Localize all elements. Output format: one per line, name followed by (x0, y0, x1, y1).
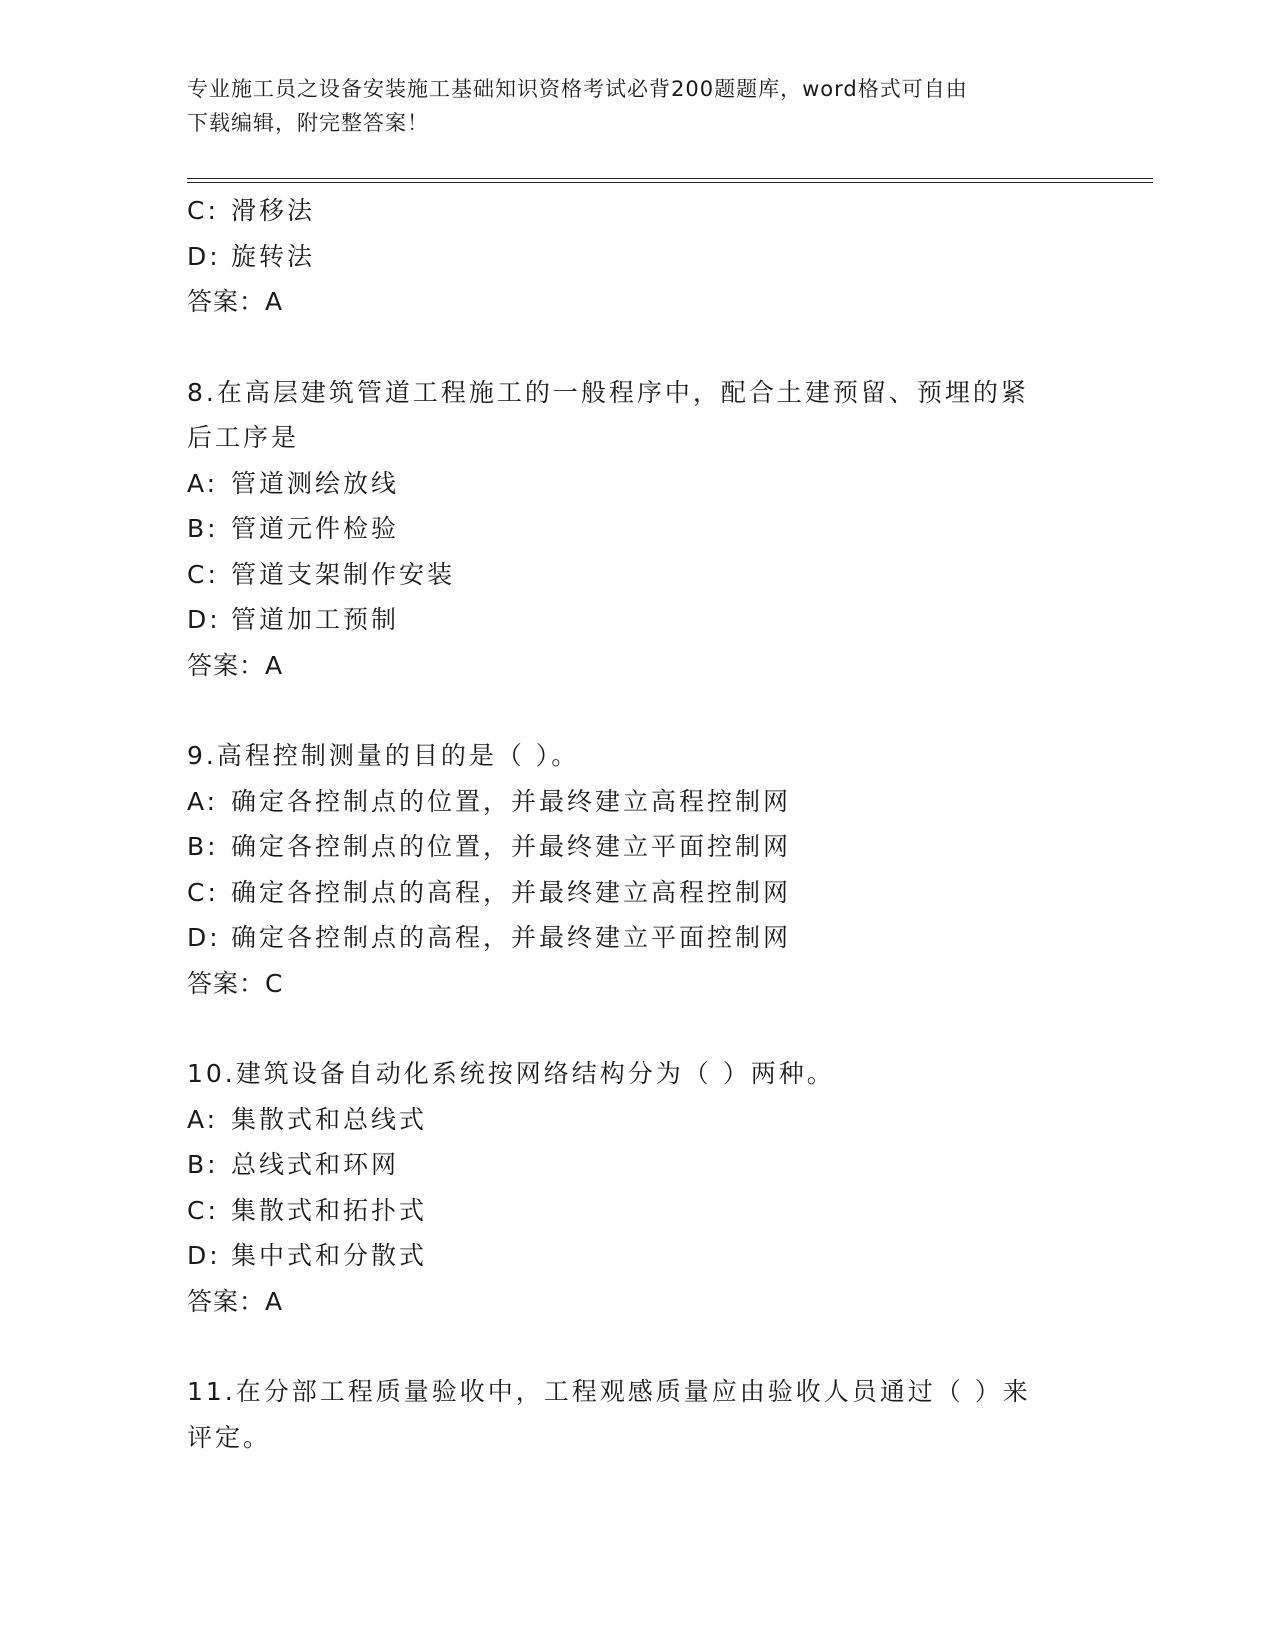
option-b: B: 确定各控制点的位置，并最终建立平面控制网 (187, 832, 792, 861)
question-list (187, 188, 1087, 1460)
answer-line: 答案：A (187, 650, 284, 680)
header-divider-top (187, 178, 1153, 179)
question-7-continuation (187, 188, 1087, 325)
option-c: C: 滑移法 (187, 196, 316, 225)
option-a: A: 确定各控制点的位置，并最终建立高程控制网 (187, 786, 792, 816)
option-c: C: 集散式和拓扑式 (187, 1195, 428, 1225)
option-d: D: 集中式和分散式 (187, 1241, 428, 1270)
header-divider-bottom (187, 182, 1153, 183)
question-stem-line-2: 后工序是 (187, 423, 300, 452)
document-header (187, 72, 1067, 140)
option-d: D: 管道加工预制 (187, 605, 400, 634)
option-d: D: 旋转法 (187, 241, 316, 271)
question-11 (187, 1369, 1087, 1460)
option-b: B: 管道元件检验 (187, 514, 400, 543)
answer-line: 答案：C (187, 968, 284, 998)
option-a: A: 集散式和总线式 (187, 1104, 428, 1134)
question-stem-line-2: 评定。 (187, 1422, 272, 1452)
header-title-line-1: 专业施工员之设备安装施工基础知识资格考试必背200题题库，word格式可自由 (187, 77, 968, 101)
option-c: C: 确定各控制点的高程，并最终建立高程控制网 (187, 877, 792, 907)
option-c: C: 管道支架制作安装 (187, 559, 456, 589)
answer-line: 答案：A (187, 287, 284, 316)
question-8 (187, 370, 1087, 689)
answer-line: 答案：A (187, 1286, 284, 1316)
header-title-line-2: 下载编辑，附完整答案！ (187, 111, 429, 135)
question-10 (187, 1051, 1087, 1324)
option-b: B: 总线式和环网 (187, 1150, 400, 1179)
question-stem-line-1: 11.在分部工程质量验收中，工程观感质量应由验收人员通过（ ）来 (187, 1377, 1031, 1406)
question-9 (187, 733, 1087, 1006)
question-stem-line-1: 8.在高层建筑管道工程施工的一般程序中，配合土建预留、预埋的紧 (187, 377, 1029, 407)
question-stem-line-1: 10.建筑设备自动化系统按网络结构分为（ ）两种。 (187, 1059, 835, 1088)
option-d: D: 确定各控制点的高程，并最终建立平面控制网 (187, 923, 792, 952)
option-a: A: 管道测绘放线 (187, 468, 400, 498)
question-stem-line-1: 9.高程控制测量的目的是（ ）。 (187, 741, 580, 770)
